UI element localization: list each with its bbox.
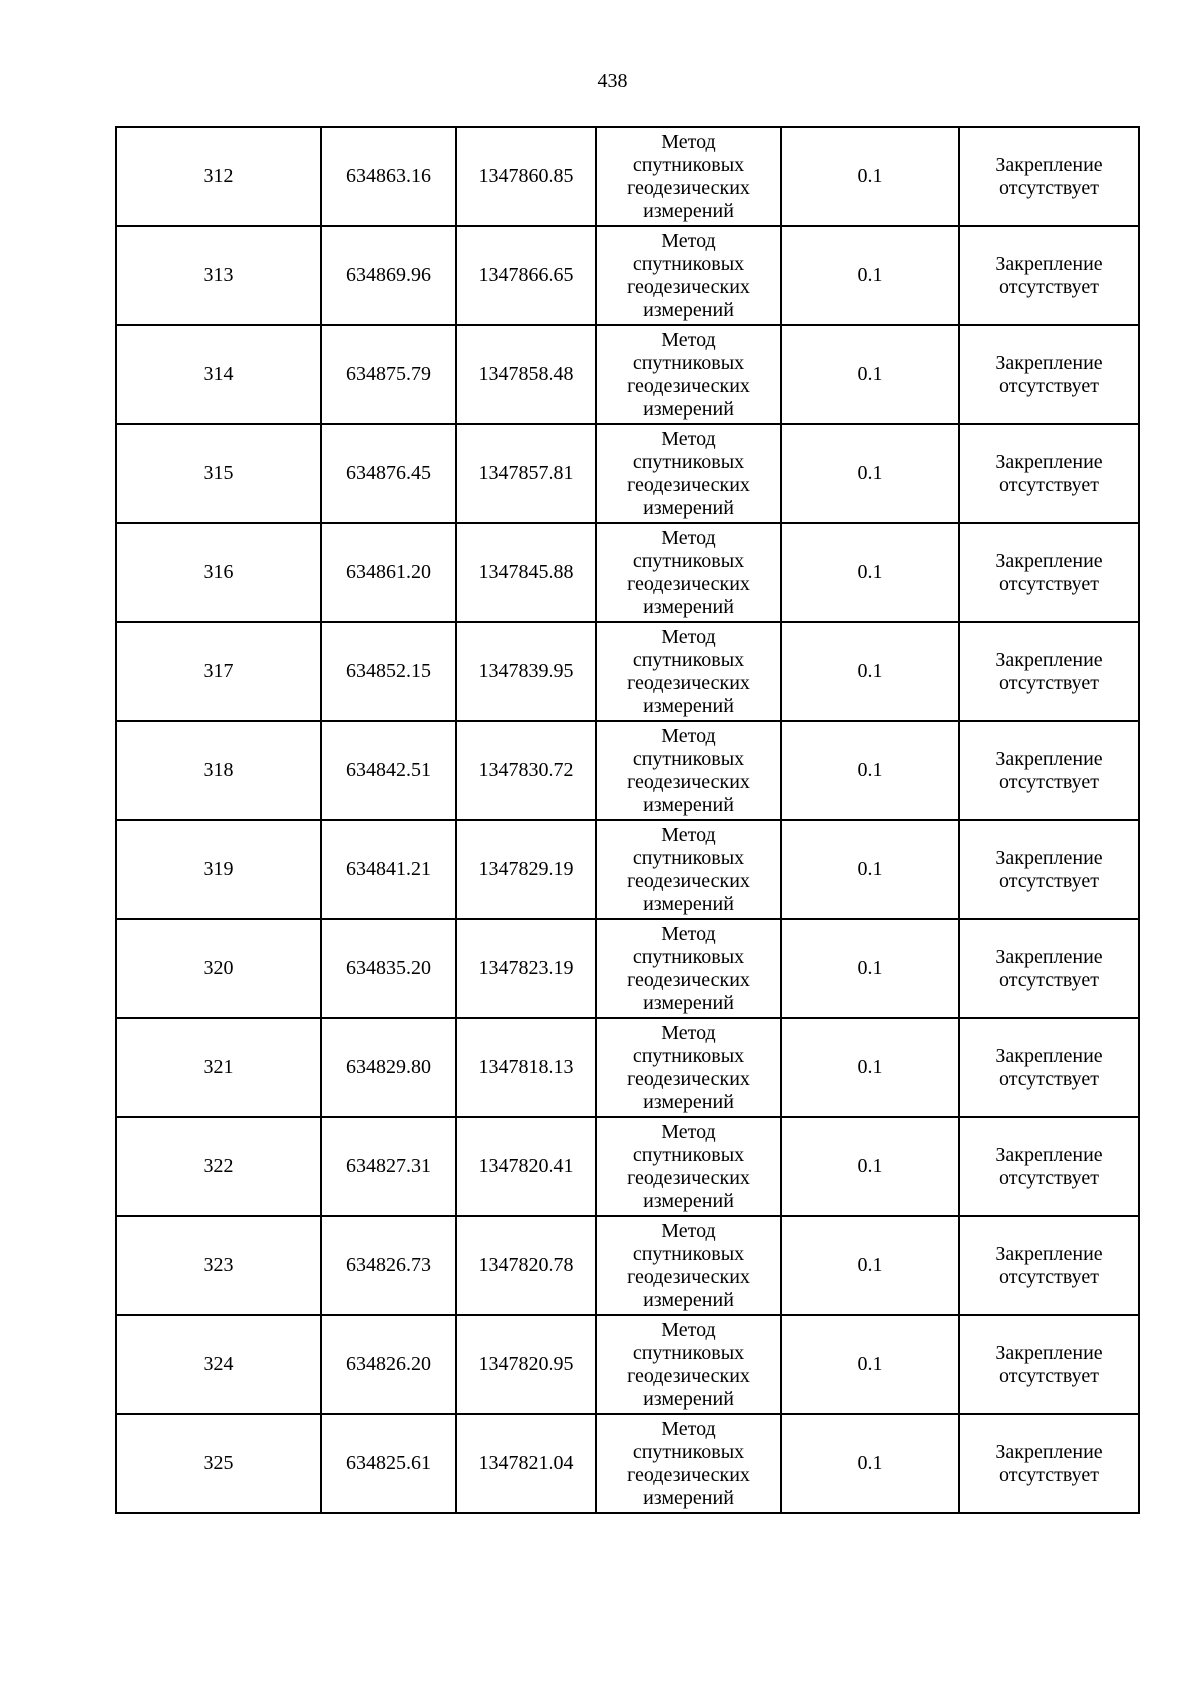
precision-cell: 0.1: [781, 1117, 959, 1216]
page-number: 438: [597, 70, 628, 92]
point-number-cell: 325: [116, 1414, 321, 1513]
marking-cell-text: Закрепление отсутствует: [995, 846, 1103, 892]
method-cell: [596, 1117, 781, 1216]
method-cell: [596, 1018, 781, 1117]
coordinate-x-cell: 634875.79: [321, 325, 456, 424]
marking-cell-text: Закрепление отсутствует: [995, 747, 1103, 793]
marking-cell: [959, 1315, 1139, 1414]
coordinate-y-cell: 1347860.85: [456, 127, 596, 226]
precision-cell: 0.1: [781, 820, 959, 919]
coordinate-x-cell: 634826.73: [321, 1216, 456, 1315]
method-cell-text: Метод спутниковых геодезических измерений: [627, 625, 750, 717]
marking-cell: [959, 721, 1139, 820]
point-number-cell: 324: [116, 1315, 321, 1414]
precision-cell: 0.1: [781, 523, 959, 622]
point-number-cell: 321: [116, 1018, 321, 1117]
coordinate-x-cell: 634842.51: [321, 721, 456, 820]
coordinate-x-cell: 634863.16: [321, 127, 456, 226]
method-cell: [596, 1315, 781, 1414]
coordinate-x-cell: 634852.15: [321, 622, 456, 721]
point-number-cell: 320: [116, 919, 321, 1018]
point-number-cell: 317: [116, 622, 321, 721]
marking-cell: [959, 1018, 1139, 1117]
coordinate-x-cell: 634841.21: [321, 820, 456, 919]
marking-cell-text: Закрепление отсутствует: [995, 153, 1103, 199]
method-cell: [596, 325, 781, 424]
table-row: [116, 622, 1139, 721]
coordinate-y-cell: 1347820.41: [456, 1117, 596, 1216]
marking-cell-text: Закрепление отсутствует: [995, 351, 1103, 397]
coordinate-y-cell: 1347845.88: [456, 523, 596, 622]
precision-cell: 0.1: [781, 325, 959, 424]
point-number-cell: 313: [116, 226, 321, 325]
coordinate-y-cell: 1347821.04: [456, 1414, 596, 1513]
marking-cell: [959, 523, 1139, 622]
table-row: [116, 1414, 1139, 1513]
marking-cell-text: Закрепление отсутствует: [995, 549, 1103, 595]
point-number-cell: 312: [116, 127, 321, 226]
point-number-cell: 319: [116, 820, 321, 919]
method-cell-text: Метод спутниковых геодезических измерений: [627, 922, 750, 1014]
marking-cell: [959, 1414, 1139, 1513]
table-row: [116, 1018, 1139, 1117]
table-row: [116, 523, 1139, 622]
precision-cell: 0.1: [781, 721, 959, 820]
table-row: [116, 325, 1139, 424]
method-cell-text: Метод спутниковых геодезических измерений: [627, 130, 750, 222]
coordinate-x-cell: 634835.20: [321, 919, 456, 1018]
coordinate-x-cell: 634827.31: [321, 1117, 456, 1216]
marking-cell: [959, 127, 1139, 226]
coordinate-y-cell: 1347858.48: [456, 325, 596, 424]
marking-cell: [959, 1117, 1139, 1216]
method-cell-text: Метод спутниковых геодезических измерений: [627, 1021, 750, 1113]
table-row: [116, 424, 1139, 523]
table-row: [116, 226, 1139, 325]
method-cell: [596, 1216, 781, 1315]
point-number-cell: 316: [116, 523, 321, 622]
marking-cell-text: Закрепление отсутствует: [995, 1143, 1103, 1189]
method-cell-text: Метод спутниковых геодезических измерений: [627, 526, 750, 618]
method-cell: [596, 424, 781, 523]
coordinate-x-cell: 634829.80: [321, 1018, 456, 1117]
method-cell: [596, 919, 781, 1018]
coordinate-x-cell: 634876.45: [321, 424, 456, 523]
precision-cell: 0.1: [781, 919, 959, 1018]
precision-cell: 0.1: [781, 424, 959, 523]
table-row: [116, 919, 1139, 1018]
table-row: [116, 1117, 1139, 1216]
table-row: [116, 1216, 1139, 1315]
point-number-cell: 318: [116, 721, 321, 820]
marking-cell: [959, 919, 1139, 1018]
method-cell-text: Метод спутниковых геодезических измерений: [627, 1120, 750, 1212]
method-cell-text: Метод спутниковых геодезических измерений: [627, 427, 750, 519]
method-cell: [596, 622, 781, 721]
coordinate-y-cell: 1347820.95: [456, 1315, 596, 1414]
method-cell: [596, 820, 781, 919]
precision-cell: 0.1: [781, 1414, 959, 1513]
marking-cell: [959, 226, 1139, 325]
table-row: [116, 1315, 1139, 1414]
coordinate-y-cell: 1347820.78: [456, 1216, 596, 1315]
marking-cell: [959, 820, 1139, 919]
precision-cell: 0.1: [781, 1315, 959, 1414]
method-cell-text: Метод спутниковых геодезических измерений: [627, 328, 750, 420]
coordinates-table: [115, 126, 1140, 1514]
marking-cell-text: Закрепление отсутствует: [995, 648, 1103, 694]
method-cell-text: Метод спутниковых геодезических измерений: [627, 229, 750, 321]
table-row: [116, 721, 1139, 820]
coordinate-y-cell: 1347830.72: [456, 721, 596, 820]
method-cell-text: Метод спутниковых геодезических измерений: [627, 823, 750, 915]
point-number-cell: 314: [116, 325, 321, 424]
method-cell: [596, 721, 781, 820]
coordinate-y-cell: 1347829.19: [456, 820, 596, 919]
precision-cell: 0.1: [781, 127, 959, 226]
table-row: [116, 127, 1139, 226]
point-number-cell: 322: [116, 1117, 321, 1216]
method-cell: [596, 523, 781, 622]
coordinate-y-cell: 1347866.65: [456, 226, 596, 325]
coordinate-y-cell: 1347839.95: [456, 622, 596, 721]
coordinate-x-cell: 634861.20: [321, 523, 456, 622]
point-number-cell: 323: [116, 1216, 321, 1315]
marking-cell: [959, 325, 1139, 424]
marking-cell-text: Закрепление отсутствует: [995, 1440, 1103, 1486]
precision-cell: 0.1: [781, 1018, 959, 1117]
marking-cell-text: Закрепление отсутствует: [995, 450, 1103, 496]
precision-cell: 0.1: [781, 226, 959, 325]
coordinate-x-cell: 634825.61: [321, 1414, 456, 1513]
table-row: [116, 820, 1139, 919]
coordinate-y-cell: 1347823.19: [456, 919, 596, 1018]
method-cell: [596, 226, 781, 325]
marking-cell-text: Закрепление отсутствует: [995, 1341, 1103, 1387]
method-cell-text: Метод спутниковых геодезических измерений: [627, 1219, 750, 1311]
coordinate-y-cell: 1347857.81: [456, 424, 596, 523]
marking-cell-text: Закрепление отсутствует: [995, 252, 1103, 298]
marking-cell-text: Закрепление отсутствует: [995, 1242, 1103, 1288]
point-number-cell: 315: [116, 424, 321, 523]
method-cell: [596, 127, 781, 226]
coordinate-x-cell: 634826.20: [321, 1315, 456, 1414]
marking-cell: [959, 622, 1139, 721]
precision-cell: 0.1: [781, 622, 959, 721]
marking-cell: [959, 1216, 1139, 1315]
method-cell-text: Метод спутниковых геодезических измерений: [627, 1318, 750, 1410]
method-cell: [596, 1414, 781, 1513]
coordinate-x-cell: 634869.96: [321, 226, 456, 325]
coordinate-y-cell: 1347818.13: [456, 1018, 596, 1117]
marking-cell-text: Закрепление отсутствует: [995, 945, 1103, 991]
marking-cell: [959, 424, 1139, 523]
precision-cell: 0.1: [781, 1216, 959, 1315]
method-cell-text: Метод спутниковых геодезических измерений: [627, 1417, 750, 1509]
marking-cell-text: Закрепление отсутствует: [995, 1044, 1103, 1090]
method-cell-text: Метод спутниковых геодезических измерений: [627, 724, 750, 816]
